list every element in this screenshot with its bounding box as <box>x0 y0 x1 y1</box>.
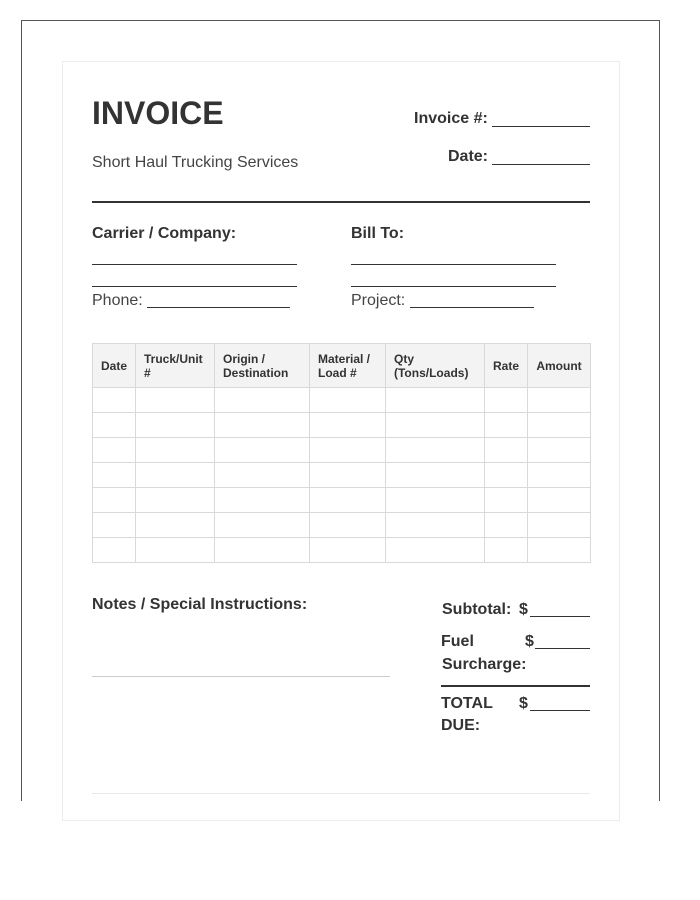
date-label: Date: <box>448 148 489 165</box>
table-row <box>93 513 591 538</box>
table-cell[interactable] <box>485 388 528 413</box>
table-row <box>93 463 591 488</box>
subtotal-currency: $ <box>519 601 528 618</box>
table-cell[interactable] <box>485 513 528 538</box>
table-row <box>93 413 591 438</box>
table-cell[interactable] <box>310 413 386 438</box>
total-due-label-line2: DUE: <box>441 717 481 734</box>
table-cell[interactable] <box>93 463 136 488</box>
table-cell[interactable] <box>528 388 591 413</box>
subtotal-label: Subtotal: <box>442 601 512 618</box>
total-due-currency: $ <box>519 695 528 712</box>
total-due-label-line1: TOTAL <box>441 695 493 712</box>
table-cell[interactable] <box>136 463 215 488</box>
phone-label: Phone: <box>92 292 143 309</box>
table-cell[interactable] <box>485 438 528 463</box>
table-cell[interactable] <box>215 463 310 488</box>
table-row <box>93 538 591 563</box>
table-cell[interactable] <box>386 438 485 463</box>
table-cell[interactable] <box>485 488 528 513</box>
table-cell[interactable] <box>528 538 591 563</box>
table-cell[interactable] <box>310 388 386 413</box>
table-cell[interactable] <box>215 538 310 563</box>
table-cell[interactable] <box>310 513 386 538</box>
col-origin-destination: Origin / Destination <box>215 344 310 388</box>
table-cell[interactable] <box>215 488 310 513</box>
table-cell[interactable] <box>136 538 215 563</box>
table-row <box>93 438 591 463</box>
table-cell[interactable] <box>386 413 485 438</box>
table-cell[interactable] <box>386 513 485 538</box>
table-cell[interactable] <box>136 388 215 413</box>
table-cell[interactable] <box>215 438 310 463</box>
table-cell[interactable] <box>528 463 591 488</box>
table-cell[interactable] <box>136 438 215 463</box>
table-cell[interactable] <box>485 463 528 488</box>
invoice-title: INVOICE <box>92 95 224 131</box>
notes-label: Notes / Special Instructions: <box>92 596 308 613</box>
table-cell[interactable] <box>386 538 485 563</box>
table-cell[interactable] <box>528 438 591 463</box>
project-field[interactable] <box>410 307 534 308</box>
phone-field[interactable] <box>147 307 290 308</box>
table-cell[interactable] <box>93 413 136 438</box>
header-divider <box>92 201 590 203</box>
table-cell[interactable] <box>93 513 136 538</box>
table-cell[interactable] <box>93 388 136 413</box>
table-cell[interactable] <box>93 488 136 513</box>
notes-line[interactable] <box>92 676 390 677</box>
table-cell[interactable] <box>485 413 528 438</box>
table-cell[interactable] <box>215 388 310 413</box>
table-cell[interactable] <box>485 538 528 563</box>
total-due-field[interactable] <box>530 710 590 711</box>
fuel-surcharge-field[interactable] <box>535 648 590 649</box>
fuel-label-line2: Surcharge: <box>442 656 527 673</box>
table-cell[interactable] <box>215 513 310 538</box>
table-cell[interactable] <box>386 463 485 488</box>
invoice-number-field[interactable] <box>492 126 590 127</box>
table-cell[interactable] <box>215 413 310 438</box>
invoice-number-label: Invoice #: <box>414 110 488 127</box>
table-cell[interactable] <box>386 488 485 513</box>
table-cell[interactable] <box>136 513 215 538</box>
fuel-currency: $ <box>525 633 534 650</box>
table-cell[interactable] <box>136 413 215 438</box>
invoice-subtitle: Short Haul Trucking Services <box>92 154 299 171</box>
subtotal-field[interactable] <box>530 616 590 617</box>
table-cell[interactable] <box>528 413 591 438</box>
carrier-line-1[interactable] <box>92 264 297 265</box>
table-cell[interactable] <box>386 388 485 413</box>
table-cell[interactable] <box>310 438 386 463</box>
table-row <box>93 488 591 513</box>
fuel-label-line1: Fuel <box>441 633 474 650</box>
table-row <box>93 388 591 413</box>
table-cell[interactable] <box>310 463 386 488</box>
col-material-load: Material / Load # <box>310 344 386 388</box>
bill-to-line-2[interactable] <box>351 286 556 287</box>
bill-to-label: Bill To: <box>351 225 405 242</box>
table-cell[interactable] <box>310 488 386 513</box>
footer-line <box>92 793 590 794</box>
table-cell[interactable] <box>528 513 591 538</box>
col-date: Date <box>93 344 136 388</box>
table-cell[interactable] <box>93 538 136 563</box>
carrier-line-2[interactable] <box>92 286 297 287</box>
col-truck-unit: Truck/Unit # <box>136 344 215 388</box>
totals-divider <box>441 685 590 687</box>
table-cell[interactable] <box>310 538 386 563</box>
line-items-table <box>92 343 591 563</box>
table-header-row <box>93 344 591 388</box>
table-cell[interactable] <box>528 488 591 513</box>
col-rate: Rate <box>485 344 528 388</box>
col-amount: Amount <box>528 344 591 388</box>
table-cell[interactable] <box>93 438 136 463</box>
col-qty: Qty (Tons/Loads) <box>386 344 485 388</box>
carrier-label: Carrier / Company: <box>92 225 237 242</box>
table-cell[interactable] <box>136 488 215 513</box>
date-field[interactable] <box>492 164 590 165</box>
project-label: Project: <box>351 292 406 309</box>
bill-to-line-1[interactable] <box>351 264 556 265</box>
